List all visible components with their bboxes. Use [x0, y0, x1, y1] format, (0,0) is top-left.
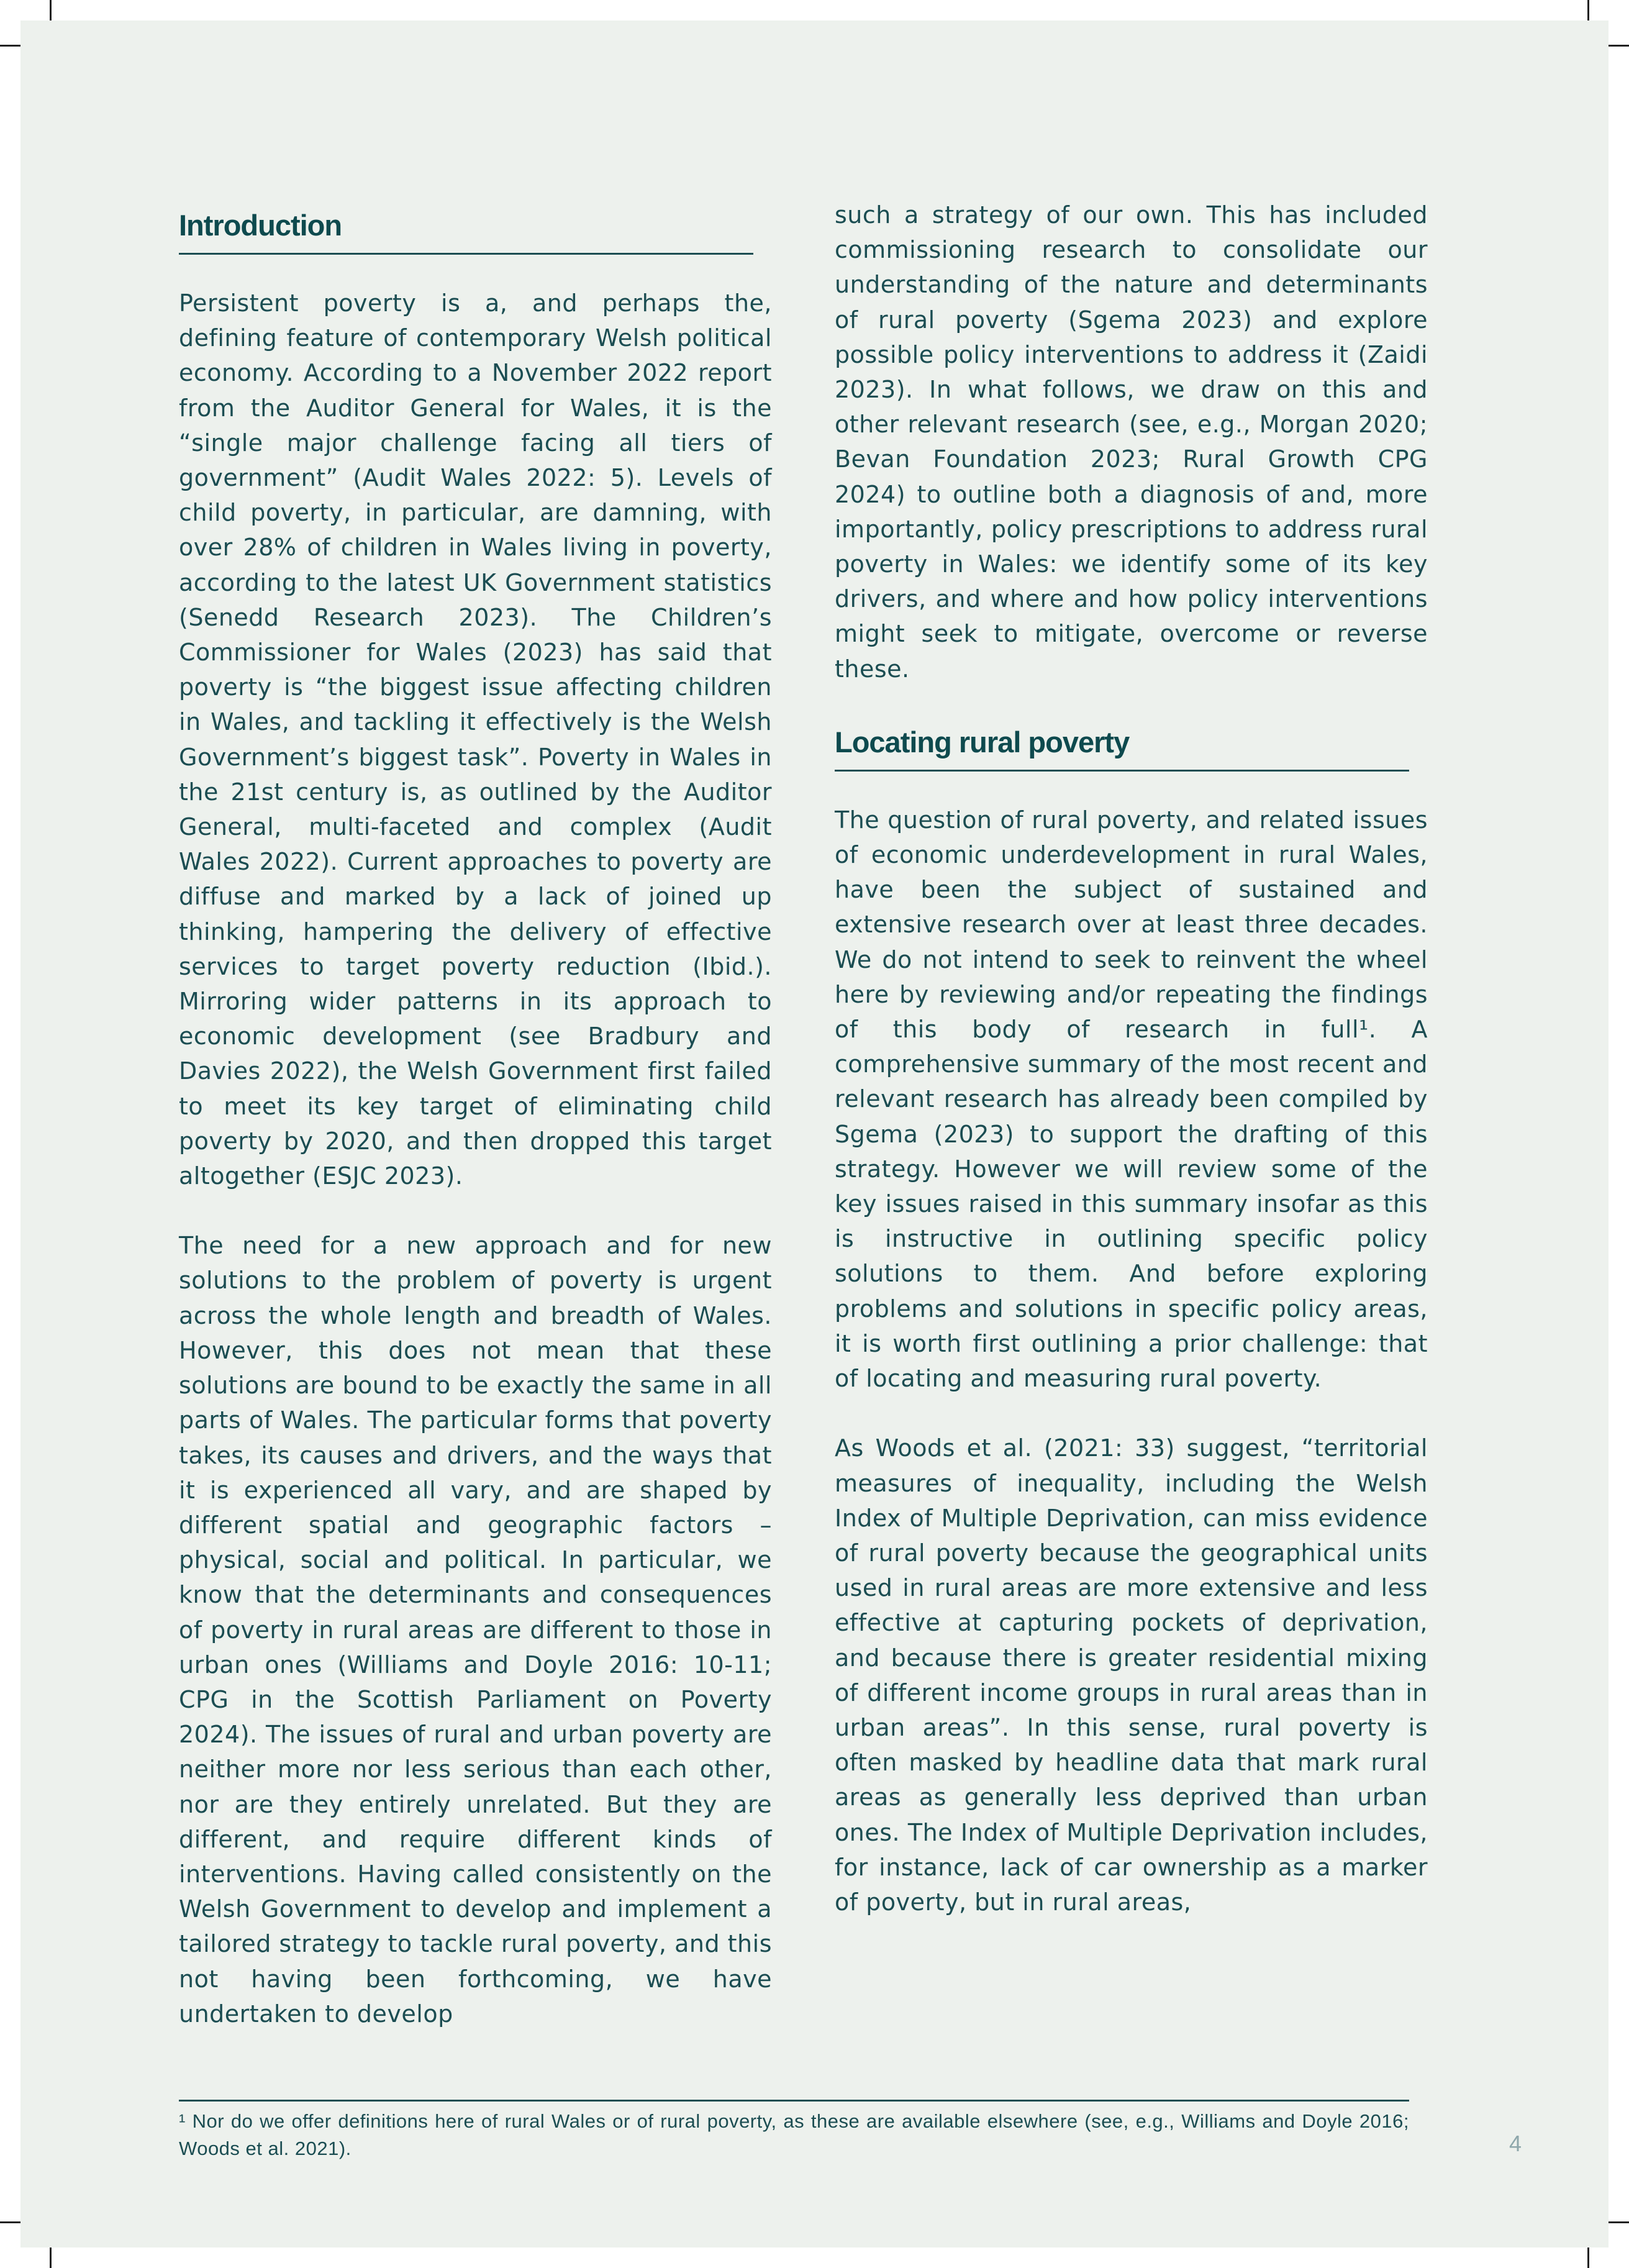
heading-rule: [179, 253, 753, 255]
heading-introduction: Introduction: [179, 209, 342, 242]
locating-paragraph-1: The question of rural poverty, and related issues of economic underdevelopment in rural Wales, have been the subject of sustained and extensive research over at least three decades. We do not intend to seek to reinvent the wheel here by reviewing and/or repeating the findings of this body of research in full¹. A comprehensive summary of the most recent and relevant research has already been compiled by Sgema (2023) to support the drafting of this strategy. However we will review some of the key issues raised in this summary insofar as this is instructive in outlining specific policy solutions to them. And before exploring problems and solutions in specific policy areas, it is worth first outlining a prior challenge: that of locating and measuring rural poverty.: [835, 806, 1428, 1393]
footnote-rule: [179, 2100, 1409, 2102]
locating-paragraph-2: As Woods et al. (2021: 33) suggest, “territorial measures of inequality, including the Welsh Index of Multiple Deprivation, can miss evidence of rural poverty because the geographical units used in rural areas are more extensive and less effective at capturing pockets of deprivation, and because there is greater residential mixing of different income groups in rural areas than in urban areas”. In this sense, rural poverty is often masked by headline data that mark rural areas as generally less deprived than urban ones. The Index of Multiple Deprivation includes, for instance, lack of car ownership as a marker of poverty, but in rural areas,: [835, 1434, 1428, 1916]
intro-paragraph-1: Persistent poverty is a, and perhaps the, defining feature of contemporary Welsh political economy. According to a November 2022 report from the Auditor General for Wales, it is the “single major challenge facing all tiers of government” (Audit Wales 2022: 5). Levels of child poverty, in particular, are damning, with over 28% of children in Wales living in poverty, according to the latest UK Government statistics (Senedd Research 2023). The Children’s Commissioner for Wales (2023) has said that poverty is “the biggest issue affecting children in Wales, and tackling it effectively is the Welsh Government’s biggest task”. Poverty in Wales in the 21st century is, as outlined by the Auditor General, multi-faceted and complex (Audit Wales 2022). Current approaches to poverty are diffuse and marked by a lack of joined up thinking, hampering the delivery of effective services to target poverty reduction (Ibid.). Mirroring wider patterns in its approach to economic development (see Bradbury and Davies 2022), the Welsh Government first failed to meet its key target of eliminating child poverty by 2020, and then dropped this target altogether (ESJC 2023).: [179, 289, 772, 1190]
heading-locating-rural-poverty: Locating rural poverty: [835, 725, 1130, 758]
intro-paragraph-2: The need for a new approach and for new solutions to the problem of poverty is urgent across the whole length and breadth of Wales. However, this does not mean that these solutions are bound to be exactly the same in all parts of Wales. The particular forms that poverty takes, its causes and drivers, and the ways that it is experienced all vary, and are shaped by different spatial and geographic factors – physical, social and political. In particular, we know that the determinants and consequences of poverty in rural areas are different to those in urban ones (Williams and Doyle 2016: 10-11; CPG in the Scottish Parliament on Poverty 2024). The issues of rural and urban poverty are neither more nor less serious than each other, nor are they entirely unrelated. But they are different, and require different kinds of interventions. Having called consistently on the Welsh Government to develop and implement a tailored strategy to tackle rural poverty, and this not having been forthcoming, we have undertaken to develop: [179, 1232, 772, 2028]
left-column: [179, 207, 772, 2031]
heading-rule: [835, 770, 1409, 772]
continuation-paragraph: such a strategy of our own. This has included commissioning research to consolidate our understanding of the nature and determinants of rural poverty (Sgema 2023) and explore possible policy interventions to address it (Zaidi 2023). In what follows, we draw on this and other relevant research (see, e.g., Morgan 2020; Bevan Foundation 2023; Rural Growth CPG 2024) to outline both a diagnosis of and, more importantly, policy prescriptions to address rural poverty in Wales: we identify some of its key drivers, and where and how policy interventions might seek to mitigate, overcome or reverse these.: [835, 201, 1428, 683]
right-column: [835, 198, 1428, 1920]
footnote: ¹ Nor do we offer definitions here of rural Wales or of rural poverty, as these are available elsewhere (see, e.g., Williams and Doyle 2016; Woods et al. 2021).: [179, 2110, 1409, 2159]
paragraph-gap: [835, 1396, 1428, 1431]
paragraph-gap: [179, 1193, 772, 1228]
page-number: 4: [1509, 2131, 1522, 2156]
